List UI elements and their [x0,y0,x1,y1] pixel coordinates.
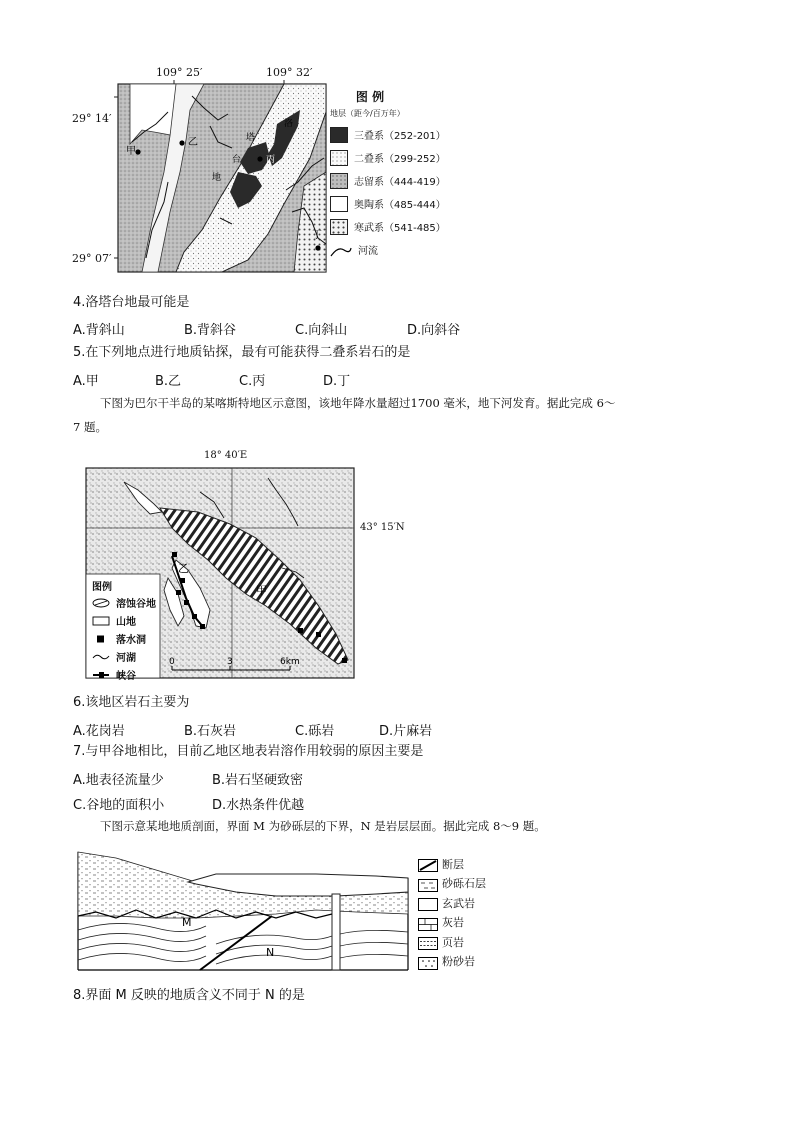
section-legend-label: 断层 [442,857,464,871]
map2-legend-label: 溶蚀谷地 [116,598,156,610]
siltstone-icon [418,955,438,968]
place-yi: 乙 [188,137,198,148]
q7-stem: 7.与甲谷地相比，目前乙地区地表岩溶作用较弱的原因主要是 [73,744,424,759]
map1-legend-label: 寒武系（541-485） [354,223,446,234]
scale-label-0: 0 [169,657,175,667]
map2-legend-row [92,665,160,683]
q5-option-a[interactable]: A.甲 [73,374,99,389]
shale-icon [418,935,438,948]
q5-option-b[interactable]: B.乙 [155,374,182,389]
legend-swatch [330,173,348,189]
section-legend-row [418,913,498,933]
scale-label-6: 6km [280,657,300,667]
map1-legend-label: 奥陶系（485-444） [354,200,446,211]
q6-stem: 6.该地区岩石主要为 [73,695,190,710]
q6-option-b[interactable]: B.石灰岩 [184,724,237,739]
legend-swatch [330,150,348,166]
scale-label-3: 3 [227,657,233,667]
section-legend-label: 粉砂岩 [442,955,475,969]
map1-legend [330,88,470,261]
map1-lon-right: 109° 32′ [266,66,313,79]
geologic-section-figure [76,848,496,978]
fault-icon [418,857,438,870]
q4-option-b[interactable]: B.背斜谷 [184,323,237,338]
map1-legend-label: 三叠系（252-201） [354,131,446,142]
q4-stem: 4.洛塔台地最可能是 [73,295,190,310]
q6-option-d[interactable]: D.片麻岩 [379,724,433,739]
section-legend-row [418,893,498,913]
section-legend-label: 玄武岩 [442,896,475,910]
map1-lat-top: 29° 14′ [72,112,112,125]
basalt-icon [418,896,438,909]
place-map2-yi: 乙 [178,562,189,575]
intro-karst-line2: 7 题。 [73,420,107,434]
basin-char-4: 地 [212,173,222,183]
intro-section-line1: 下图示意某地地质剖面，界面 M 为砂砾层的下界，N 是岩层层面。据此完成 8～9 题。 [100,819,546,833]
map2-legend-label: 峡谷 [116,670,136,682]
q7-option-b[interactable]: B.岩石坚硬致密 [212,773,304,788]
q6-options [73,720,493,739]
map1-legend-label: 志留系（444-419） [354,177,446,188]
section-legend-label: 灰岩 [442,916,464,930]
fault-line [200,916,275,970]
river-lake-icon [92,647,112,666]
q6-option-c[interactable]: C.砾岩 [295,724,335,739]
q4-option-d[interactable]: D.向斜谷 [407,323,461,338]
gorge-icon [92,665,112,684]
map1-legend-row [330,169,470,192]
mountain-icon [92,611,112,630]
q7-options-row1 [73,769,493,788]
karst-valley-icon [92,593,112,612]
q7-options-row2 [73,794,493,813]
map1-legend-label: 二叠系（299-252） [354,154,446,165]
q7-option-d[interactable]: D.水热条件优越 [212,798,305,813]
label-n: N [266,946,275,959]
place-jia: 甲 [126,146,136,157]
map2-legend-row [92,629,160,647]
map2-lon: 18° 40′E [204,450,248,461]
river-swatch-icon [330,243,352,257]
limestone-icon [418,916,438,929]
map1-lat-bottom: 29° 07′ [72,252,112,265]
map1-lon-left: 109° 25′ [156,66,203,79]
basalt-dike [332,894,340,970]
section-legend-label: 页岩 [442,935,464,949]
map2-legend-label: 山地 [116,616,136,628]
place-map2-jia: 甲 [256,584,267,597]
place-bing: 丙 [266,155,276,165]
basin-char-1: 洛 [284,119,294,129]
q8-stem: 8.界面 M 反映的地质含义不同于 N 的是 [73,988,305,1003]
karst-map-figure [80,448,410,683]
q4-option-c[interactable]: C.向斜山 [295,323,348,338]
map2-lat: 43° 15′N [360,522,405,533]
legend-swatch [330,127,348,143]
section-legend-label: 砂砾石层 [442,877,486,891]
map2-legend-label: 河湖 [116,652,136,664]
gravel-layer-icon [418,877,438,890]
map1-legend-row [330,146,470,169]
q5-options [73,370,473,389]
folded-strata [78,923,408,964]
legend-swatch [330,219,348,235]
section-legend-row [418,874,498,894]
sinkhole-icon [92,629,112,648]
map2-legend-title: 图例 [92,582,112,593]
map1-legend-row [330,192,470,215]
legend-swatch [330,196,348,212]
map2-legend-label: 落水洞 [116,634,146,646]
section-legend [418,854,498,971]
map1-legend-subtitle: 地层（距今/百万年） [330,109,405,118]
basin-char-2: 塔 [246,133,256,143]
q5-option-d[interactable]: D.丁 [323,374,351,389]
q5-option-c[interactable]: C.丙 [239,374,266,389]
q4-options [73,319,633,338]
q5-stem: 5.在下列地点进行地质钻探，最有可能获得二叠系岩石的是 [73,345,411,360]
intro-karst-line1: 下图为巴尔干半岛的某喀斯特地区示意图，该地年降水量超过1700 毫米，地下河发育。据此完成 6～ [100,396,616,410]
map1-legend-row [330,238,470,261]
q6-option-a[interactable]: A.花岗岩 [73,724,125,739]
map2-legend-row [92,611,160,629]
section-legend-row [418,952,498,972]
place-ding: 丁 [312,230,322,241]
map1-legend-row [330,215,470,238]
map1-legend-label: 河流 [358,246,378,257]
section-legend-row [418,854,498,874]
q7-option-c[interactable]: C.谷地的面积小 [73,798,165,813]
geologic-map-figure [72,62,472,277]
basin-char-3: 台 [232,155,242,165]
section-legend-row [418,932,498,952]
map1-legend-row [330,123,470,146]
map2-legend-row [92,647,160,665]
map1-legend-title: 图 例 [355,90,385,104]
label-m: M [182,916,192,929]
map2-legend-row [92,593,160,611]
map2-legend [92,578,160,683]
q7-option-a[interactable]: A.地表径流量少 [73,773,164,788]
q4-option-a[interactable]: A.背斜山 [73,323,125,338]
